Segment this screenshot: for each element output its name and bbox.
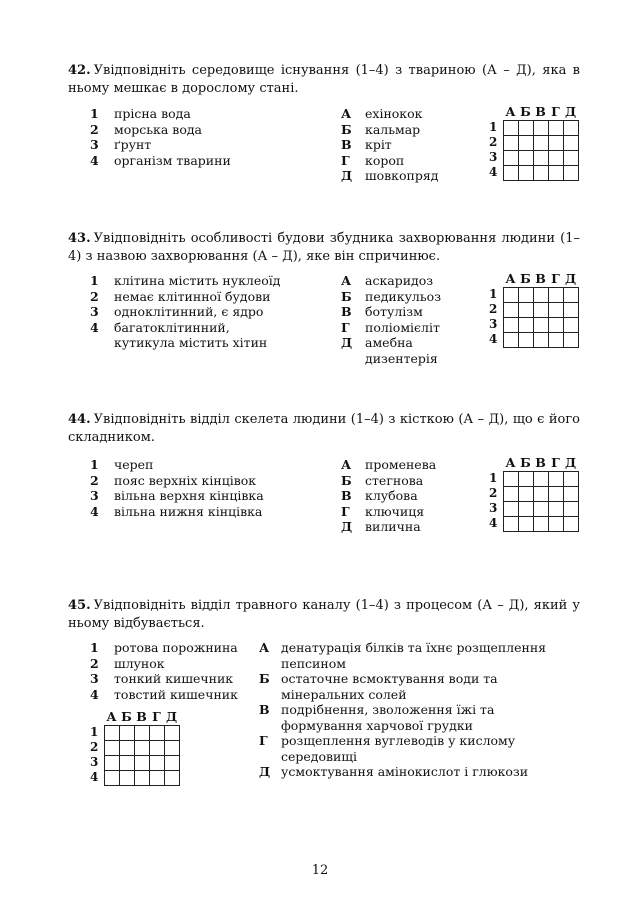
grid-row [489, 516, 578, 531]
answer-cell[interactable] [518, 501, 534, 517]
answer-cell[interactable] [104, 725, 120, 741]
grid-column-label: Г [551, 104, 560, 119]
grid-row-label: 3 [489, 501, 498, 515]
left-option: 2 пояс верхніх кінцівок [90, 472, 257, 488]
grid-column-label: А [505, 271, 516, 286]
answer-grid-43 [489, 271, 578, 347]
answer-grid-45 [90, 709, 179, 785]
answer-cell[interactable] [503, 120, 519, 136]
question-45-left-options [90, 640, 260, 702]
answer-cell[interactable] [533, 287, 549, 303]
answer-cell[interactable] [548, 302, 564, 318]
answer-cell[interactable] [548, 165, 564, 181]
answer-cell[interactable] [518, 471, 534, 487]
page-number: 12 [311, 863, 329, 878]
grid-column-label: Б [520, 271, 531, 286]
grid-row [489, 501, 578, 516]
grid-row-label: 4 [489, 165, 498, 179]
answer-cell[interactable] [518, 135, 534, 151]
left-option: 4 вільна нижня кінцівка [90, 503, 263, 519]
answer-cell[interactable] [104, 740, 120, 756]
grid-row-label: 4 [90, 770, 99, 784]
answer-cell[interactable] [503, 302, 519, 318]
left-option: 4 товстий кишечник [90, 686, 238, 702]
answer-cell[interactable] [563, 317, 579, 333]
answer-cell[interactable] [164, 725, 180, 741]
answer-cell[interactable] [164, 770, 180, 786]
answer-cell[interactable] [104, 755, 120, 771]
question-number: 43. [68, 231, 91, 246]
answer-cell[interactable] [518, 302, 534, 318]
question-43-left-options [90, 273, 290, 351]
answer-cell[interactable] [533, 150, 549, 166]
grid-row-label: 1 [489, 120, 498, 134]
answer-cell[interactable] [548, 150, 564, 166]
question-45-right-options [259, 640, 579, 780]
question-45 [68, 597, 580, 633]
answer-cell[interactable] [119, 725, 135, 741]
grid-row-label: 4 [489, 516, 498, 530]
answer-cell[interactable] [563, 501, 579, 517]
grid-row-label: 2 [489, 135, 498, 149]
grid-column-label: В [136, 709, 147, 724]
grid-header [503, 104, 578, 120]
answer-cell[interactable] [518, 120, 534, 136]
answer-cell[interactable] [533, 471, 549, 487]
answer-cell[interactable] [104, 770, 120, 786]
grid-row [90, 725, 179, 740]
answer-cell[interactable] [503, 317, 519, 333]
question-44 [68, 411, 580, 447]
answer-cell[interactable] [563, 302, 579, 318]
right-option: Г короп [341, 152, 405, 168]
answer-cell[interactable] [518, 317, 534, 333]
right-option: Б педикульоз [341, 288, 442, 304]
right-option: Г розщеплення вуглеводів у кислому середовищі [259, 733, 516, 764]
grid-column-label: В [535, 455, 546, 470]
right-option: Д амебна дизентерія [341, 335, 438, 366]
answer-cell[interactable] [503, 471, 519, 487]
question-43-text: 43. Увідповідніть особливості будови збудника захворювання людини (1–4) з назвою захворювання (А – Д), яке він спричинює. [68, 231, 580, 264]
grid-column-label: Д [564, 104, 577, 119]
grid-row [489, 486, 578, 501]
right-option: А променева [341, 457, 437, 472]
grid-row-label: 1 [489, 471, 498, 485]
answer-cell[interactable] [518, 287, 534, 303]
grid-column-label: Б [520, 104, 531, 119]
answer-cell[interactable] [533, 317, 549, 333]
grid-row-label: 3 [489, 317, 498, 331]
answer-grid-42 [489, 104, 578, 180]
grid-column-label: Б [520, 455, 531, 470]
grid-row [90, 755, 179, 770]
grid-row-label: 2 [489, 486, 498, 500]
right-option: Д вилична [341, 519, 421, 534]
right-option: В клубова [341, 488, 418, 503]
grid-row [489, 302, 578, 317]
grid-row [489, 332, 578, 347]
right-option: Г поліомієліт [341, 319, 440, 335]
answer-cell[interactable] [518, 486, 534, 502]
grid-column-label: Д [564, 271, 577, 286]
answer-cell[interactable] [503, 135, 519, 151]
answer-cell[interactable] [533, 501, 549, 517]
grid-header [503, 271, 578, 287]
grid-column-label: А [106, 709, 117, 724]
right-option: А денатурація білків та їхнє розщеплення пепсином [259, 640, 547, 671]
answer-cell[interactable] [518, 165, 534, 181]
grid-header [104, 709, 179, 725]
answer-cell[interactable] [548, 287, 564, 303]
grid-column-label: В [535, 271, 546, 286]
answer-cell[interactable] [548, 120, 564, 136]
answer-cell[interactable] [533, 302, 549, 318]
answer-cell[interactable] [503, 332, 519, 348]
question-44-text: 44. Увідповідніть відділ скелета людини (1–4) з кісткою (А – Д), що є його складником. [68, 412, 580, 445]
left-option: 4 організм тварини [90, 152, 231, 168]
grid-row [90, 770, 179, 785]
answer-cell[interactable] [548, 471, 564, 487]
grid-row [489, 471, 578, 486]
left-option: 1 ротова порожнина [90, 640, 238, 655]
answer-cell[interactable] [533, 516, 549, 532]
grid-row-label: 3 [90, 755, 99, 769]
answer-cell[interactable] [119, 755, 135, 771]
answer-cell[interactable] [164, 740, 180, 756]
grid-row-label: 2 [90, 740, 99, 754]
right-option: Д шовкопряд [341, 168, 439, 183]
answer-cell[interactable] [149, 755, 165, 771]
left-option: 2 морська вода [90, 121, 203, 137]
answer-cell[interactable] [533, 135, 549, 151]
right-option: А ехінокок [341, 106, 423, 121]
answer-cell[interactable] [134, 740, 150, 756]
grid-column-label: Д [564, 455, 577, 470]
left-option: 3 ґрунт [90, 137, 152, 152]
question-43-right-options [341, 273, 486, 366]
answer-cell[interactable] [134, 755, 150, 771]
answer-cell[interactable] [119, 740, 135, 756]
right-option: Б остаточне всмоктування води та мінеральних солей [259, 671, 498, 702]
answer-cell[interactable] [533, 486, 549, 502]
answer-cell[interactable] [533, 120, 549, 136]
question-number: 44. [68, 412, 91, 427]
grid-column-label: Г [551, 455, 560, 470]
question-44-left-options [90, 457, 320, 519]
grid-header [503, 455, 578, 471]
answer-cell[interactable] [533, 165, 549, 181]
answer-cell[interactable] [518, 332, 534, 348]
answer-cell[interactable] [563, 135, 579, 151]
grid-row [90, 740, 179, 755]
question-42 [68, 62, 580, 98]
grid-row-label: 4 [489, 332, 498, 346]
question-45-text: 45. Увідповідніть відділ травного каналу (1–4) з процесом (А – Д), який у ньому відбувається. [68, 598, 580, 631]
answer-cell[interactable] [563, 486, 579, 502]
answer-cell[interactable] [533, 332, 549, 348]
grid-row-label: 3 [489, 150, 498, 164]
answer-cell[interactable] [563, 165, 579, 181]
grid-column-label: Г [152, 709, 161, 724]
grid-column-label: Г [551, 271, 560, 286]
answer-cell[interactable] [503, 165, 519, 181]
left-option: 4 багатоклітинний, кутикула містить хітин [90, 319, 268, 350]
question-42-left-options [90, 106, 320, 168]
grid-column-label: А [505, 455, 516, 470]
left-option: 3 вільна верхня кінцівка [90, 488, 264, 503]
right-option: А аскаридоз [341, 273, 434, 288]
answer-cell[interactable] [503, 501, 519, 517]
answer-cell[interactable] [149, 740, 165, 756]
left-option: 3 тонкий кишечник [90, 671, 234, 686]
grid-column-label: А [505, 104, 516, 119]
answer-cell[interactable] [563, 287, 579, 303]
answer-cell[interactable] [548, 135, 564, 151]
grid-row [489, 287, 578, 302]
question-42-right-options [341, 106, 481, 184]
grid-row [489, 317, 578, 332]
answer-cell[interactable] [119, 770, 135, 786]
answer-cell[interactable] [563, 332, 579, 348]
right-option: В подрібнення, зволоження їжі та формування харчової грудки [259, 702, 495, 733]
left-option: 2 шлунок [90, 655, 165, 671]
question-number: 45. [68, 598, 91, 613]
left-option: 1 прісна вода [90, 106, 191, 121]
answer-cell[interactable] [548, 516, 564, 532]
answer-cell[interactable] [134, 725, 150, 741]
grid-row-label: 2 [489, 302, 498, 316]
right-option: Г ключиця [341, 503, 425, 519]
grid-column-label: В [535, 104, 546, 119]
grid-row-label: 1 [489, 287, 498, 301]
grid-column-label: Д [165, 709, 178, 724]
answer-cell[interactable] [503, 516, 519, 532]
answer-cell[interactable] [134, 770, 150, 786]
left-option: 1 клітина містить нуклеоїд [90, 273, 281, 288]
answer-cell[interactable] [548, 501, 564, 517]
right-option: Б стегнова [341, 472, 424, 488]
question-44-right-options [341, 457, 481, 535]
answer-cell[interactable] [563, 471, 579, 487]
grid-row [489, 135, 578, 150]
answer-cell[interactable] [548, 486, 564, 502]
question-43 [68, 230, 580, 266]
grid-column-label: Б [121, 709, 132, 724]
answer-cell[interactable] [563, 516, 579, 532]
answer-cell[interactable] [518, 150, 534, 166]
answer-cell[interactable] [518, 516, 534, 532]
right-option: В ботулізм [341, 304, 423, 319]
answer-cell[interactable] [149, 770, 165, 786]
left-option: 2 немає клітинної будови [90, 288, 271, 304]
answer-cell[interactable] [548, 332, 564, 348]
right-option: Б кальмар [341, 121, 421, 137]
left-option: 3 одноклітинний, є ядро [90, 304, 264, 319]
grid-row [489, 150, 578, 165]
question-42-text: 42. Увідповідніть середовище існування (1–4) з твариною (А – Д), яка в ньому мешкає в дорослому стані. [68, 63, 580, 96]
answer-cell[interactable] [164, 755, 180, 771]
answer-cell[interactable] [563, 120, 579, 136]
right-option: Д усмоктування амінокислот і глюкози [259, 764, 529, 779]
grid-row [489, 120, 578, 135]
answer-cell[interactable] [548, 317, 564, 333]
answer-grid-44 [489, 455, 578, 531]
grid-row [489, 165, 578, 180]
left-option: 1 череп [90, 457, 154, 472]
answer-cell[interactable] [149, 725, 165, 741]
answer-cell[interactable] [563, 150, 579, 166]
right-option: В кріт [341, 137, 392, 152]
answer-cell[interactable] [503, 486, 519, 502]
question-number: 42. [68, 63, 91, 78]
answer-cell[interactable] [503, 150, 519, 166]
answer-cell[interactable] [503, 287, 519, 303]
grid-row-label: 1 [90, 725, 99, 739]
